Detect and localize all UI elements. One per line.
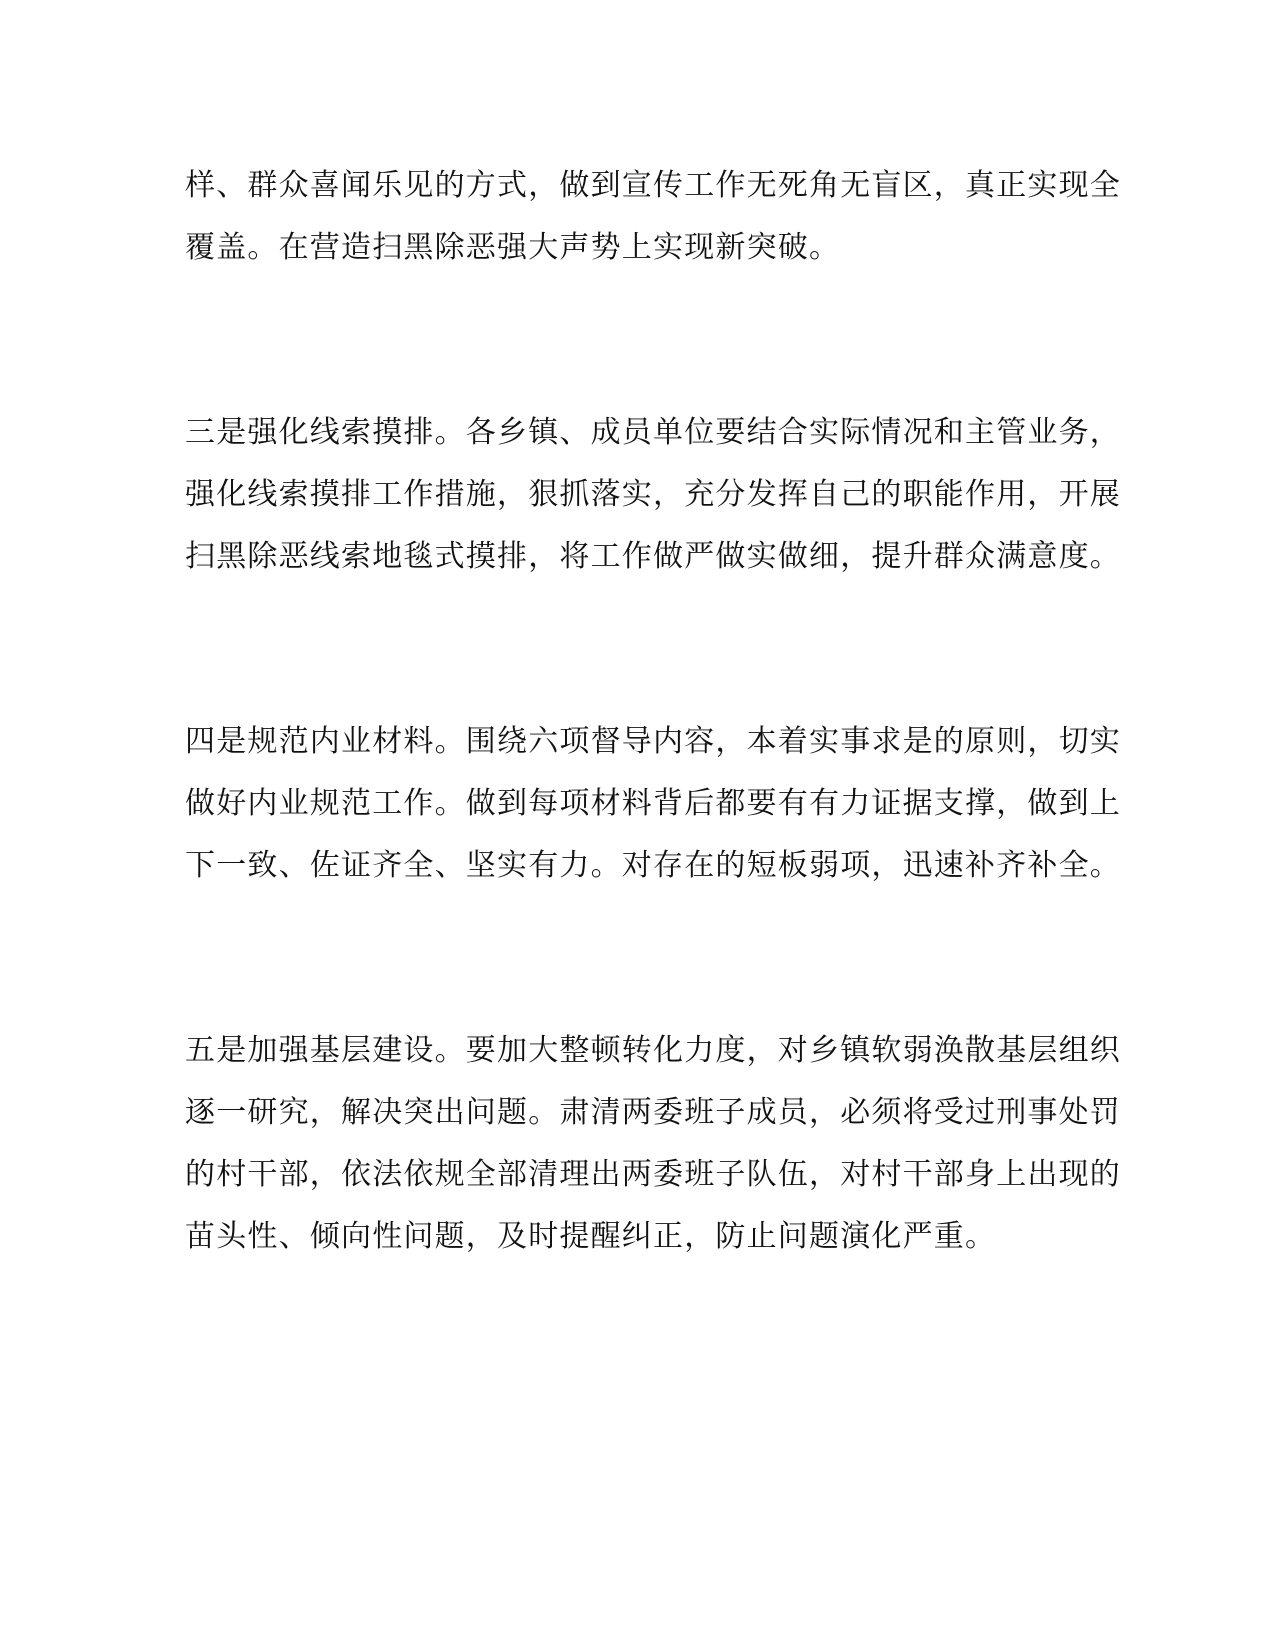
paragraph-1-line-2: 覆盖。在营造扫黑除恶强大声势上实现新突破。: [185, 230, 841, 265]
paragraph-1-line-1: 样、群众喜闻乐见的方式，做到宣传工作无死角无盲区，真正实现全: [185, 168, 1121, 203]
paragraph-2-line-2: 强化线索摸排工作措施，狠抓落实，充分发挥自己的职能作用，开展: [185, 477, 1121, 512]
paragraph-3-line-2: 做好内业规范工作。做到每项材料背后都要有有力证据支撑，做到上: [185, 786, 1121, 821]
paragraph-3-line-3: 下一致、佐证齐全、坚实有力。对存在的短板弱项，迅速补齐补全。: [185, 848, 1121, 883]
paragraph-2-line-1: 三是强化线索摸排。各乡镇、成员单位要结合实际情况和主管业务，: [185, 415, 1121, 450]
paragraph-4-line-4: 苗头性、倾向性问题，及时提醒纠正，防止问题演化严重。: [185, 1219, 997, 1254]
paragraph-2-line-3: 扫黑除恶线索地毯式摸排，将工作做严做实做细，提升群众满意度。: [185, 539, 1121, 574]
paragraph-4-line-1: 五是加强基层建设。要加大整顿转化力度，对乡镇软弱涣散基层组织: [185, 1033, 1121, 1068]
paragraph-4-line-3: 的村干部，依法依规全部清理出两委班子队伍，对村干部身上出现的: [185, 1157, 1121, 1192]
paragraph-4-line-2: 逐一研究，解决突出问题。肃清两委班子成员，必须将受过刑事处罚: [185, 1095, 1121, 1130]
paragraph-3-line-1: 四是规范内业材料。围绕六项督导内容，本着实事求是的原则，切实: [185, 724, 1121, 759]
